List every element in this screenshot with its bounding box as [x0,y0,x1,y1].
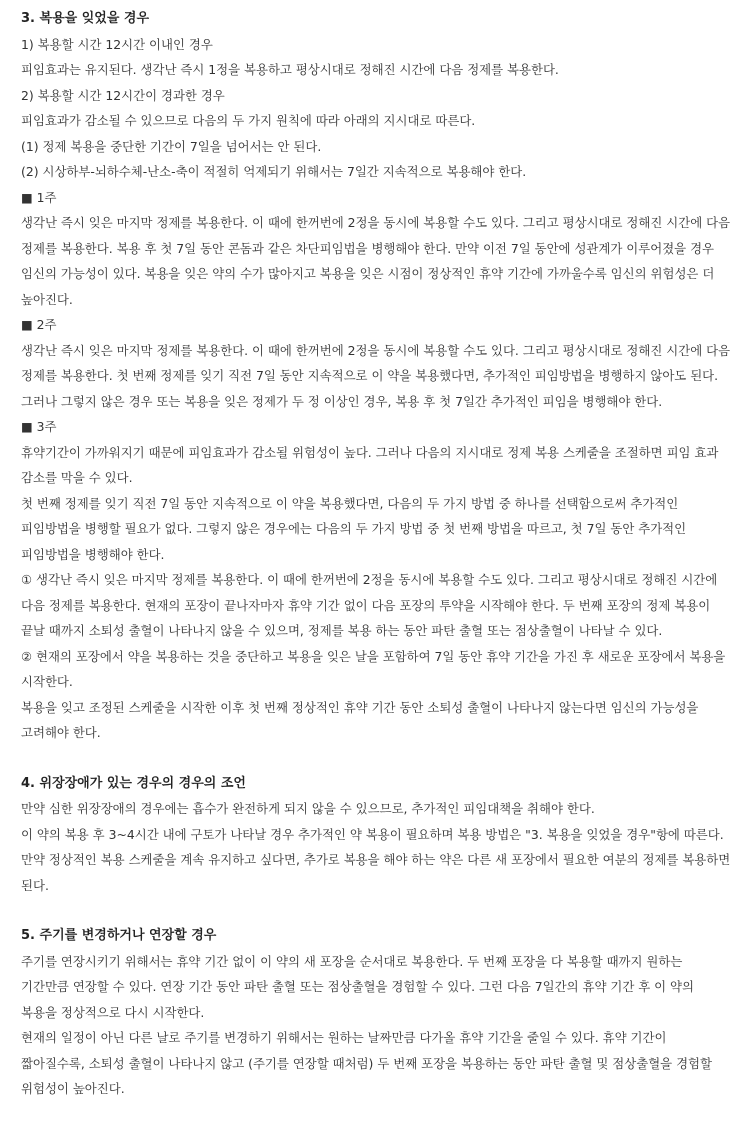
week-label: ■ 3주 [21,419,57,434]
paragraph: ① 생각난 즉시 잊은 마지막 정제를 복용한다. 이 때에 한꺼번에 2정을 동시에 복용할 수도 있다. 그리고 평상시대로 정해진 시간에 다음 정제를 복용한다. 현재의 포장이 끝나자마자 휴약 기간 없이 다음 포장의 투약을 시작해야 한다. 두 번째 포장의 정제 복용이 끝날 때까지 소퇴성 출혈이 나타나지 않을 수 있으며, 정제를 복용 하는 동안 파탄 출혈 또는 점상출혈이 나타날 수 있다. [21,572,718,638]
paragraph: 현재의 일정이 아닌 다른 날로 주기를 변경하기 위해서는 원하는 날짜만큼 다가올 휴약 기간을 줄일 수 있다. 휴약 기간이 짧아질수록, 소퇴성 출혈이 나타나지 않고 (주기를 연장할 때처럼) 두 번째 포장을 복용하는 동안 파탄 출혈 및 점상출혈을 경험할 위험성이 높아진다. [21,1030,712,1096]
section-gap [21,746,731,771]
paragraph: 휴약기간이 가까워지기 때문에 피임효과가 감소될 위험성이 높다. 그러나 다음의 지시대로 정제 복용 스케줄을 조절하면 피임 효과 감소를 막을 수 있다. [21,444,719,485]
paragraph: 주기를 연장시키기 위해서는 휴약 기간 없이 이 약의 새 포장을 순서대로 복용한다. 두 번째 포장을 다 복용할 때까지 원하는 기간만큼 연장할 수 있다. 연장 기간 동안 파탄 출혈 또는 점상출혈을 경험할 수 있다. 그런 다음 7일간의 휴약 기간 후 이 약의 복용을 정상적으로 다시 시작한다. [21,953,694,1020]
paragraph: 만약 심한 위장장애의 경우에는 흡수가 완전하게 되지 않을 수 있으므로, 추가적인 피임대책을 취해야 한다. [21,801,595,816]
section-cycle-change [21,923,731,1102]
section-heading: 5. 주기를 변경하거나 연장할 경우 [21,928,217,943]
paragraph: 생각난 즉시 잊은 마지막 정제를 복용한다. 이 때에 한꺼번에 2정을 동시에 복용할 수도 있다. 그리고 평상시대로 정해진 시간에 다음 정제를 복용한다. 첫 번째 정제를 잊기 직전 7일 동안 지속적으로 이 약을 복용했다면, 추가적인 피임방법을 병행하지 않아도 된다. 그러나 그렇지 않은 경우 또는 복용을 잊은 정제가 두 정 이상인 경우, 복용 후 첫 7일간 추가적인 피임을 병행해야 한다. [21,342,731,409]
paragraph: 이 약의 복용 후 3~4시간 내에 구토가 나타날 경우 추가적인 약 복용이 필요하며 복용 방법은 "3. 복용을 잊었을 경우"항에 따른다. 만약 정상적인 복용 스케줄을 계속 유지하고 싶다면, 추가로 복용을 해야 하는 약은 다른 새 포장에서 필요한 여분의 정제를 복용하면 된다. [21,826,731,893]
section-missed-dose [21,6,731,746]
paragraph: ② 현재의 포장에서 약을 복용하는 것을 중단하고 복용을 잊은 날을 포함하여 7일 동안 휴약 기간을 가진 후 새로운 포장에서 복용을 시작한다. [21,648,726,689]
paragraph: 피임효과는 유지된다. 생각난 즉시 1정을 복용하고 평상시대로 정해진 시간에 다음 정제를 복용한다. [21,62,559,77]
week-label: ■ 1주 [21,189,57,205]
week-label: ■ 2주 [21,317,57,332]
section-heading: 3. 복용을 잊었을 경우 [21,11,150,26]
paragraph: 1) 복용할 시간 12시간 이내인 경우 [21,36,213,52]
paragraph: (2) 시상하부-뇌하수체-난소-축이 적절히 억제되기 위해서는 7일간 지속적으로 복용해야 한다. [21,164,527,179]
paragraph: 복용을 잊고 조정된 스케줄을 시작한 이후 첫 번째 정상적인 휴약 기간 동안 소퇴성 출혈이 나타나지 않는다면 임신의 가능성을 고려해야 한다. [21,699,699,740]
paragraph: (1) 정제 복용을 중단한 기간이 7일을 넘어서는 안 된다. [21,138,322,154]
section-gap [21,898,731,923]
section-gastrointestinal [21,771,731,899]
paragraph: 피임효과가 감소될 수 있으므로 다음의 두 가지 원칙에 따라 아래의 지시대로 따른다. [21,113,476,128]
section-heading: 4. 위장장애가 있는 경우의 경우의 조언 [21,775,246,791]
paragraph: 첫 번째 정제를 잊기 직전 7일 동안 지속적으로 이 약을 복용했다면, 다음의 두 가지 방법 중 하나를 선택함으로써 추가적인 피임방법을 병행할 필요가 없다. 그렇지 않은 경우에는 다음의 두 가지 방법 중 첫 번째 방법을 따르고, 첫 7일 동안 추가적인 피임방법을 병행해야 한다. [21,495,687,562]
paragraph: 생각난 즉시 잊은 마지막 정제를 복용한다. 이 때에 한꺼번에 2정을 동시에 복용할 수도 있다. 그리고 평상시대로 정해진 시간에 다음 정제를 복용한다. 복용 후 첫 7일 동안 콘돔과 같은 차단피임법을 병행해야 한다. 만약 이전 7일 동안에 성관계가 이루어졌을 경우 임신의 가능성이 있다. 복용을 잊은 약의 수가 많아지고 복용을 잊은 시점이 정상적인 휴약 기간에 가까울수록 임신의 위험성은 더 높아진다. [21,215,731,307]
paragraph: 2) 복용할 시간 12시간이 경과한 경우 [21,87,225,103]
